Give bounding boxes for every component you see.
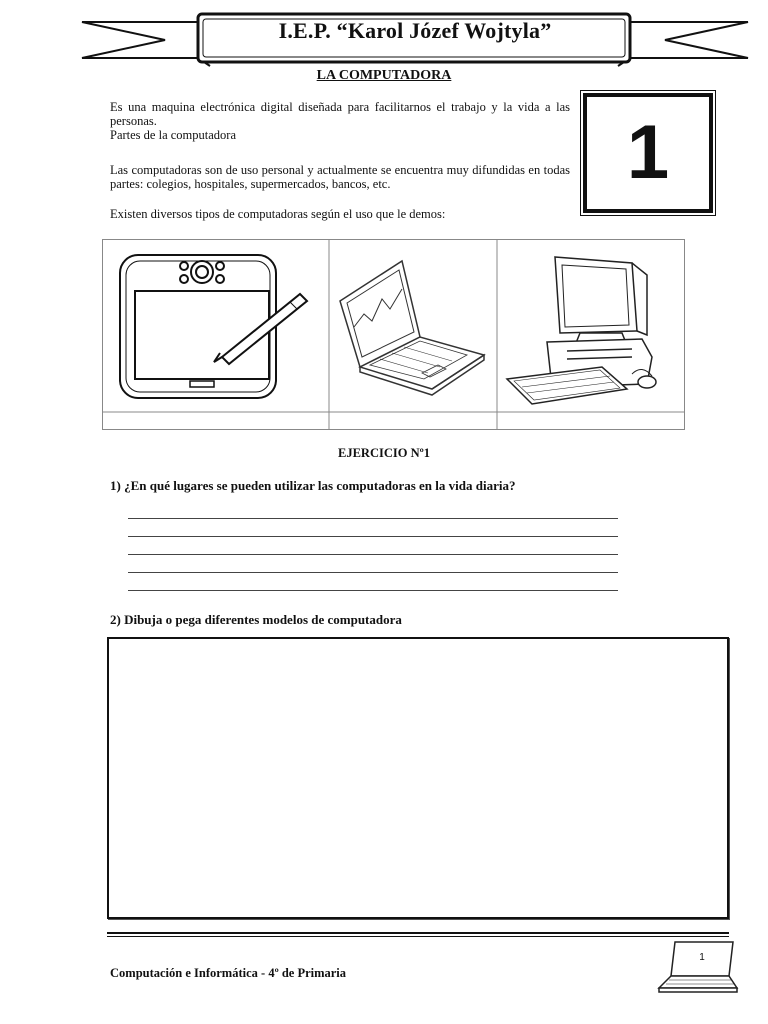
footer-divider: [107, 932, 729, 934]
question-1: 1) ¿En qué lugares se pueden utilizar las computadoras en la vida diaria?: [110, 478, 516, 493]
footer-laptop-icon: [655, 938, 740, 998]
computer-types-table: [102, 239, 685, 431]
footer-divider-thin: [107, 936, 729, 937]
page-number: 1: [699, 952, 705, 963]
paragraph-parts: Partes de la computadora: [110, 128, 236, 142]
answer-line[interactable]: [128, 590, 618, 591]
answer-line[interactable]: [128, 572, 618, 573]
question-2: 2) Dibuja o pega diferentes modelos de computadora: [110, 612, 402, 627]
document-title: LA COMPUTADORA: [316, 68, 452, 83]
paragraph-definition: Es una maquina electrónica digital diseñada para facilitarnos el trabajo y la vida a las personas.: [110, 100, 570, 128]
lesson-number-box: [583, 93, 713, 213]
answer-line[interactable]: [128, 554, 618, 555]
footer-course: Computación e Informática - 4º de Primaria: [110, 966, 347, 980]
paragraph-types: Existen diversos tipos de computadoras según el uso que le demos:: [110, 207, 446, 221]
drawing-area[interactable]: [107, 637, 729, 919]
paragraph-usage: Las computadoras son de uso personal y actualmente se encuentra muy difundidas en todas partes: colegios, hospitales, supermercados, bancos, etc.: [110, 163, 570, 191]
answer-line[interactable]: [128, 536, 618, 537]
school-name: I.E.P. “Karol Józef Wojtyla”: [278, 18, 552, 43]
exercise-title: EJERCICIO Nº1: [338, 446, 430, 460]
answer-line[interactable]: [128, 518, 618, 519]
lesson-number: 1: [626, 110, 670, 195]
